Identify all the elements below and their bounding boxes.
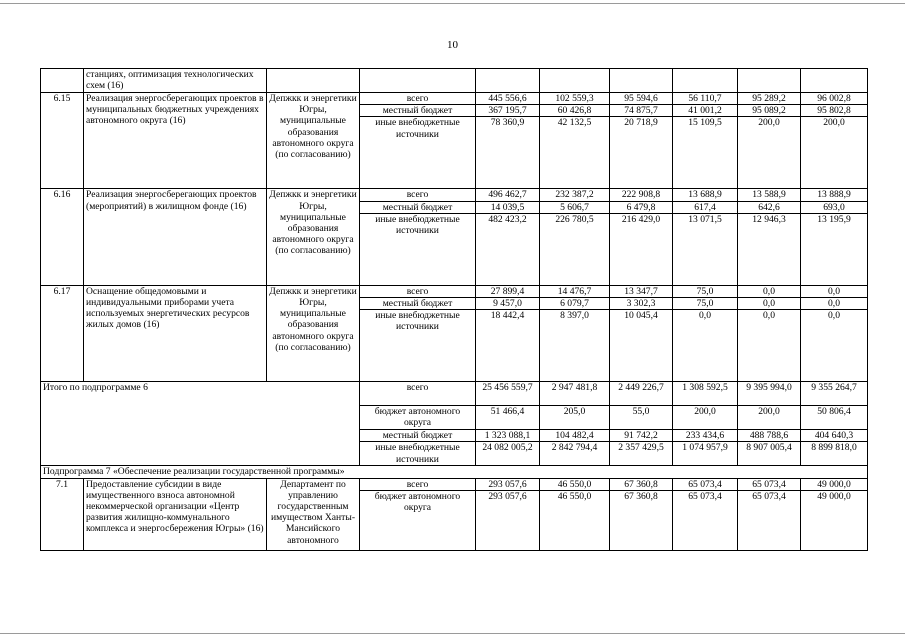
amount-year: 41 001,2	[673, 105, 738, 117]
table-row	[41, 189, 868, 201]
amount-year: 49 000,0	[801, 478, 868, 490]
item-executor: Департамент по управлению государственным имуществом Ханты-Мансийского автономного	[267, 478, 360, 550]
subtotal-label: Итого по подпрограмме 6	[41, 382, 360, 466]
cell-executor	[267, 69, 360, 93]
amount-year: 200,0	[738, 117, 801, 189]
amount-year: 13 688,9	[673, 189, 738, 201]
table-row	[41, 93, 868, 105]
continuation-row	[41, 69, 868, 93]
item-number: 6.16	[41, 189, 84, 285]
item-name: Оснащение общедомовыми и индивидуальными приборами учета используемых энергетических ресурсов жилых домов (16)	[84, 285, 267, 381]
amount-year: 2 947 481,8	[540, 382, 610, 406]
item-name: Предоставление субсидии в виде имущественного взноса автономной некоммерческой организации «Центр развития жилищно-коммунального комплекса и энергосбережения Югры» (16)	[84, 478, 267, 550]
amount-year: 13 347,7	[610, 285, 673, 297]
amount-year: 233 434,6	[673, 430, 738, 442]
amount-year: 55,0	[610, 406, 673, 430]
amount-year: 642,6	[738, 201, 801, 213]
item-name: Реализация энергосберегающих проектов в муниципальных бюджетных учреждениях автономного округа (16)	[84, 93, 267, 189]
amount-year: 95 594,6	[610, 93, 673, 105]
amount-year: 75,0	[673, 285, 738, 297]
amount-year: 65 073,4	[738, 490, 801, 550]
amount-year: 65 073,4	[673, 490, 738, 550]
amount-year: 200,0	[673, 406, 738, 430]
cell-num	[41, 69, 84, 93]
amount-year: 102 559,3	[540, 93, 610, 105]
item-number: 7.1	[41, 478, 84, 550]
amount-year: 65 073,4	[673, 478, 738, 490]
amount-year: 50 806,4	[801, 406, 868, 430]
amount-year: 14 476,7	[540, 285, 610, 297]
amount-year: 13 071,5	[673, 213, 738, 285]
amount-year: 67 360,8	[610, 490, 673, 550]
amount-year: 42 132,5	[540, 117, 610, 189]
amount-year: 95 802,8	[801, 105, 868, 117]
funding-source: бюджет автономного округа	[360, 406, 476, 430]
amount-year: 0,0	[801, 285, 868, 297]
cell-value	[801, 69, 868, 93]
item-executor: Депжкк и энергетики Югры, муниципальные образования автономного округа (по согласованию)	[267, 285, 360, 381]
amount-year: 226 780,5	[540, 213, 610, 285]
cell-source	[360, 69, 476, 93]
funding-source: всего	[360, 189, 476, 201]
scan-edge-bottom	[0, 633, 905, 634]
amount-year: 95 289,2	[738, 93, 801, 105]
amount-total: 293 057,6	[476, 478, 540, 490]
amount-year: 1 308 592,5	[673, 382, 738, 406]
amount-year: 9 395 994,0	[738, 382, 801, 406]
funding-source: местный бюджет	[360, 105, 476, 117]
amount-year: 232 387,2	[540, 189, 610, 201]
table-row	[41, 478, 868, 490]
funding-source: всего	[360, 285, 476, 297]
amount-year: 216 429,0	[610, 213, 673, 285]
amount-year: 2 842 794,4	[540, 442, 610, 466]
amount-year: 8 907 005,4	[738, 442, 801, 466]
funding-source: всего	[360, 93, 476, 105]
amount-total: 293 057,6	[476, 490, 540, 550]
funding-source: местный бюджет	[360, 201, 476, 213]
amount-year: 8 899 818,0	[801, 442, 868, 466]
amount-total: 1 323 088,1	[476, 430, 540, 442]
amount-year: 15 109,5	[673, 117, 738, 189]
amount-year: 13 195,9	[801, 213, 868, 285]
table-row	[41, 285, 868, 297]
amount-year: 0,0	[801, 310, 868, 382]
budget-table	[40, 68, 868, 551]
funding-source: иные внебюджетные источники	[360, 442, 476, 466]
amount-year: 60 426,8	[540, 105, 610, 117]
amount-year: 0,0	[673, 310, 738, 382]
amount-year: 2 357 429,5	[610, 442, 673, 466]
amount-year: 200,0	[738, 406, 801, 430]
amount-year: 67 360,8	[610, 478, 673, 490]
funding-source: иные внебюджетные источники	[360, 310, 476, 382]
amount-total: 367 195,7	[476, 105, 540, 117]
funding-source: всего	[360, 478, 476, 490]
amount-year: 95 089,2	[738, 105, 801, 117]
cell-value	[738, 69, 801, 93]
funding-source: иные внебюджетные источники	[360, 213, 476, 285]
cell-value	[540, 69, 610, 93]
amount-total: 78 360,9	[476, 117, 540, 189]
cell-value	[610, 69, 673, 93]
amount-year: 0,0	[738, 298, 801, 310]
amount-year: 65 073,4	[738, 478, 801, 490]
subtotal-row	[41, 382, 868, 406]
amount-year: 0,0	[801, 298, 868, 310]
amount-year: 96 002,8	[801, 93, 868, 105]
amount-year: 200,0	[801, 117, 868, 189]
amount-total: 14 039,5	[476, 201, 540, 213]
funding-source: бюджет автономного округа	[360, 490, 476, 550]
amount-year: 6 479,8	[610, 201, 673, 213]
amount-year: 75,0	[673, 298, 738, 310]
amount-total: 9 457,0	[476, 298, 540, 310]
amount-year: 693,0	[801, 201, 868, 213]
scan-edge-top	[0, 3, 905, 4]
cell-value	[476, 69, 540, 93]
page-number: 10	[447, 39, 458, 51]
amount-total: 445 556,6	[476, 93, 540, 105]
amount-year: 10 045,4	[610, 310, 673, 382]
cell-name: станциях, оптимизация технологических схем (16)	[84, 69, 267, 93]
amount-year: 104 482,4	[540, 430, 610, 442]
amount-total: 482 423,2	[476, 213, 540, 285]
item-number: 6.17	[41, 285, 84, 381]
amount-total: 24 082 005,2	[476, 442, 540, 466]
amount-year: 1 074 957,9	[673, 442, 738, 466]
amount-year: 13 588,9	[738, 189, 801, 201]
amount-year: 3 302,3	[610, 298, 673, 310]
item-name: Реализация энергосберегающих проектов (мероприятий) в жилищном фонде (16)	[84, 189, 267, 285]
amount-year: 617,4	[673, 201, 738, 213]
amount-year: 488 788,6	[738, 430, 801, 442]
item-number: 6.15	[41, 93, 84, 189]
amount-total: 51 466,4	[476, 406, 540, 430]
amount-year: 91 742,2	[610, 430, 673, 442]
amount-year: 74 875,7	[610, 105, 673, 117]
amount-year: 49 000,0	[801, 490, 868, 550]
amount-year: 46 550,0	[540, 478, 610, 490]
amount-year: 404 640,3	[801, 430, 868, 442]
cell-value	[673, 69, 738, 93]
amount-year: 2 449 226,7	[610, 382, 673, 406]
amount-year: 205,0	[540, 406, 610, 430]
amount-year: 6 079,7	[540, 298, 610, 310]
amount-year: 0,0	[738, 285, 801, 297]
item-executor: Депжкк и энергетики Югры, муниципальные образования автономного округа (по согласованию)	[267, 189, 360, 285]
funding-source: местный бюджет	[360, 298, 476, 310]
amount-year: 8 397,0	[540, 310, 610, 382]
funding-source: иные внебюджетные источники	[360, 117, 476, 189]
funding-source: местный бюджет	[360, 430, 476, 442]
amount-year: 12 946,3	[738, 213, 801, 285]
amount-year: 0,0	[738, 310, 801, 382]
amount-year: 13 888,9	[801, 189, 868, 201]
funding-source: всего	[360, 382, 476, 406]
amount-year: 46 550,0	[540, 490, 610, 550]
amount-year: 56 110,7	[673, 93, 738, 105]
amount-total: 496 462,7	[476, 189, 540, 201]
amount-total: 18 442,4	[476, 310, 540, 382]
subprogram-heading-row	[41, 466, 868, 478]
amount-year: 20 718,9	[610, 117, 673, 189]
item-executor: Депжкк и энергетики Югры, муниципальные образования автономного округа (по согласованию)	[267, 93, 360, 189]
amount-total: 25 456 559,7	[476, 382, 540, 406]
amount-total: 27 899,4	[476, 285, 540, 297]
amount-year: 222 908,8	[610, 189, 673, 201]
amount-year: 5 606,7	[540, 201, 610, 213]
amount-year: 9 355 264,7	[801, 382, 868, 406]
subprogram-heading: Подпрограмма 7 «Обеспечение реализации государственной программы»	[41, 466, 868, 478]
